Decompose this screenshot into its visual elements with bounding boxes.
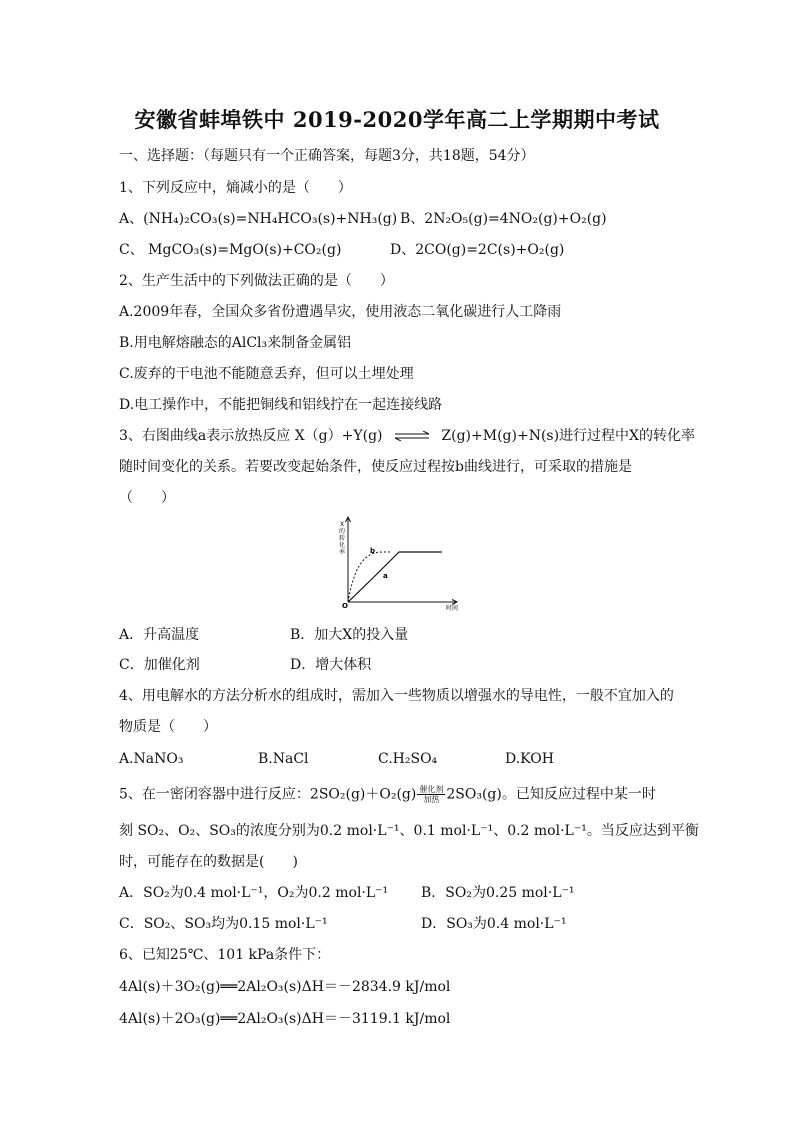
- q5-stem-part1: 5、在一密闭容器中进行反应：2SO₂(g)＋O₂(g): [119, 786, 417, 803]
- q6-equation-2: 4Al(s)＋2O₃(g)══2Al₂O₃(s)ΔH＝－3119.1 kJ/mol: [119, 1011, 451, 1027]
- q5-stem-part2: 2SO₃(g)。已知反应过程中某一时: [446, 786, 656, 803]
- q3-stem-part2: Z(g)+M(g)+N(s)进行过程中X的转化率: [441, 428, 696, 444]
- q6-equation-1: 4Al(s)＋3O₂(g)══2Al₂O₃(s)ΔH＝－2834.9 kJ/mol: [119, 979, 451, 995]
- q3-option-d: D．增大体积: [290, 657, 372, 673]
- q4-option-c: C.H₂SO₄: [378, 751, 438, 767]
- q6-stem: 6、已知25℃、101 kPa条件下：: [119, 947, 331, 963]
- y-axis-label-char: X: [339, 521, 345, 528]
- q5-stem-line2: 刻 SO₂、O₂、SO₃的浓度分别为0.2 mol·L⁻¹、0.1 mol·L⁻¹、0.2 mol·L⁻¹。当反应达到平衡: [119, 823, 699, 839]
- q4-option-b: B.NaCl: [258, 751, 309, 767]
- curve-b-label: b: [370, 547, 376, 555]
- q1-option-a: A、(NH₄)₂CO₃(s)=NH₄HCO₃(s)+NH₃(g): [119, 211, 398, 227]
- q5-option-d: D．SO₃为0.4 mol·L⁻¹: [421, 916, 567, 932]
- q3-stem-line1: [119, 427, 695, 445]
- q3-conversion-graph: [334, 512, 464, 612]
- q1-option-c: C、 MgCO₃(s)=MgO(s)+CO₂(g): [119, 242, 342, 258]
- q4-stem-line2: 物质是（ ）: [119, 719, 217, 735]
- catalyst-bottom-label: 加热: [423, 795, 440, 804]
- q4-stem-line1: 4、用电解水的方法分析水的组成时，需加入一些物质以增强水的导电性，一般不宜加入的: [119, 688, 674, 704]
- q2-option-d: D.电工操作中，不能把铜线和铝线拧在一起连接线路: [119, 397, 443, 413]
- y-axis-label-char: 化: [338, 542, 346, 549]
- curve-a-label: a: [383, 572, 388, 580]
- curve-a: [348, 552, 442, 602]
- y-axis-label-char: 转: [338, 535, 346, 542]
- q2-stem: 2、生产生活中的下列做法正确的是（ ）: [119, 273, 394, 289]
- y-axis-label-char: 率: [338, 549, 346, 556]
- exam-title: 安徽省蚌埠铁中 2019-2020学年高二上学期期中考试: [134, 107, 660, 132]
- q5-option-c: C．SO₂、SO₃均为0.15 mol·L⁻¹: [119, 916, 328, 932]
- q3-stem-line2: 随时间变化的关系。若要改变起始条件，使反应过程按b曲线进行，可采取的措施是: [119, 459, 632, 475]
- q3-option-c: C．加催化剂: [119, 657, 200, 673]
- equilibrium-arrow-icon: [393, 431, 431, 441]
- q1-stem: 1、下列反应中，熵减小的是（ ）: [119, 180, 352, 196]
- q2-option-c: C.废弃的干电池不能随意丢弃，但可以土埋处理: [119, 366, 414, 382]
- q3-stem-part1: 3、右图曲线a表示放热反应 X（g）+Y(g): [119, 428, 383, 444]
- y-axis-label-char: 的: [338, 528, 346, 535]
- q4-option-a: A.NaNO₃: [119, 751, 184, 767]
- origin-label: O: [342, 602, 348, 610]
- q2-option-b: B.用电解熔融态的AlCl₃来制备金属铝: [119, 335, 352, 351]
- q1-option-b: B、2N₂O₅(g)=4NO₂(g)+O₂(g): [400, 211, 607, 227]
- q5-stem-line3: 时，可能存在的数据是( ): [119, 854, 298, 870]
- section-heading: 一、选择题：（每题只有一个正确答案，每题3分，共18题，54分）: [119, 148, 535, 164]
- q1-option-d: D、2CO(g)=2C(s)+O₂(g): [390, 242, 565, 258]
- q5-stem-line1: [119, 785, 656, 804]
- q5-option-a: A．SO₂为0.4 mol·L⁻¹，O₂为0.2 mol·L⁻¹: [119, 885, 389, 901]
- q5-option-b: B．SO₂为0.25 mol·L⁻¹: [421, 885, 575, 901]
- q4-option-d: D.KOH: [505, 751, 554, 767]
- q3-option-a: A．升高温度: [119, 627, 200, 643]
- q3-stem-line3: （ ）: [119, 490, 175, 506]
- q2-option-a: A.2009年春，全国众多省份遭遇旱灾，使用液态二氧化碳进行人工降雨: [119, 304, 562, 320]
- catalyst-condition: [417, 785, 445, 804]
- q3-option-b: B．加大X的投入量: [290, 627, 409, 643]
- x-axis-label: 时间: [446, 605, 459, 612]
- catalyst-top-label: 催化剂: [419, 785, 444, 794]
